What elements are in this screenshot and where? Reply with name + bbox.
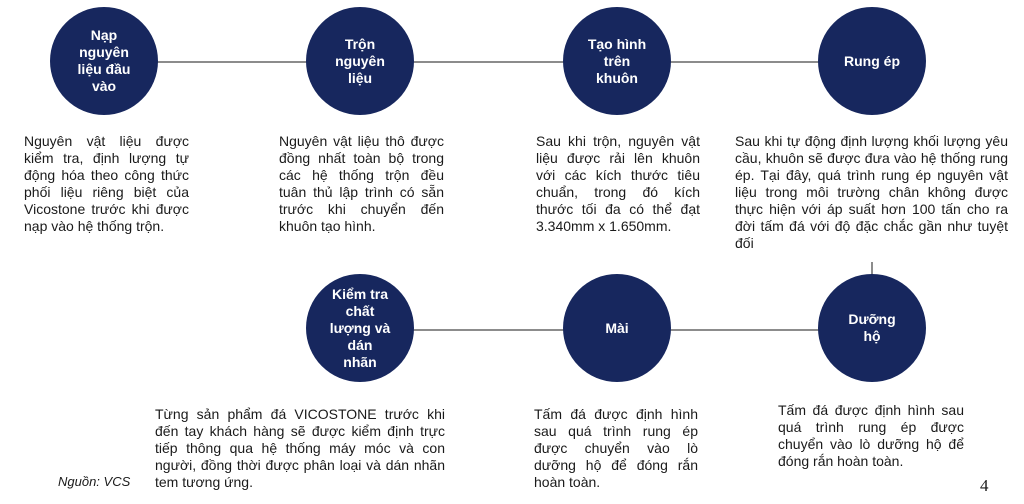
step-title-line: lượng và: [329, 319, 391, 336]
step-node-tao-hinh-tren-khuon: [563, 7, 671, 115]
step-title-line: dán: [347, 336, 373, 353]
step-title-line: liệu: [347, 69, 373, 86]
step-description-tron-nguyen-lieu: Nguyên vật liệu thô được đồng nhất toàn bộ trong các hệ thống trộn đều tuân thủ lập trình có sẵn trước khi chuyển đến khuôn tạo hình.: [279, 133, 444, 234]
step-title-line: Rung ép: [844, 52, 900, 69]
top-row-connector: [104, 61, 866, 63]
step-title-line: Nạp: [90, 27, 118, 43]
step-node-duong-ho: [818, 274, 926, 382]
step-description-mai: Tấm đá được định hình sau quá trình rung ép được chuyển vào lò dưỡng hộ để đóng rắn hoàn toàn.: [534, 406, 698, 490]
step-description-tao-hinh-tren-khuon: Sau khi trộn, nguyên vật liệu được rải lên khuôn với các kích thước tiêu chuẩn, trong đó kích thước tối đa có thể đạt 3.340mm x 1.650mm.: [536, 133, 700, 234]
step-title-line: Tạo hình: [587, 35, 647, 52]
step-title-line: Mài: [605, 319, 629, 336]
step-description-nap-nguyen-lieu: Nguyên vật liệu được kiểm tra, định lượng tự động hóa theo công thức phối liệu riêng biệt của Vicostone trước khi được nạp vào hệ thống trộn.: [24, 133, 189, 234]
step-title-line: hộ: [863, 328, 881, 344]
step-node-rung-ep: [818, 7, 926, 115]
step-title-line: trên: [603, 52, 631, 69]
step-node-kiem-tra-chat-luong: [306, 274, 414, 382]
step-title-line: nguyên: [79, 44, 129, 60]
step-description-rung-ep: Sau khi tự động định lượng khối lượng yêu cầu, khuôn sẽ được đưa vào hệ thống rung ép. Tại đây, quá trình rung ép nguyên vật liệu trong môi trường chân không được thực hiện với áp suất hơn 100 tấn cho ra đời tấm đá với độ đặc chắc gần như tuyệt đối: [735, 133, 1008, 251]
step-title-line: Kiểm tra: [331, 285, 388, 302]
step-node-nap-nguyen-lieu: [50, 7, 158, 115]
step-title-line: Dưỡng: [848, 311, 896, 327]
step-node-tron-nguyen-lieu: [306, 7, 414, 115]
step-description-duong-ho: Tấm đá được định hình sau quá trình rung ép được chuyển vào lò dưỡng hộ để đóng rắn hoàn toàn.: [778, 402, 964, 469]
step-title-line: Trộn: [344, 35, 376, 52]
step-description-kiem-tra-chat-luong: Từng sản phẩm đá VICOSTONE trước khi đến tay khách hàng sẽ được kiểm định trực tiếp thông qua hệ thống máy móc và con người, đồng thời được phân loại và dán nhãn tem tương ứng.: [155, 406, 445, 490]
step-title-line: nhãn: [343, 353, 377, 370]
step-title-line: liệu đầu: [77, 61, 131, 77]
step-title-line: khuôn: [595, 69, 638, 86]
step-title-line: vào: [91, 78, 117, 94]
source-note: Nguồn: VCS: [58, 474, 131, 489]
step-title-line: nguyên: [335, 52, 385, 69]
page-number: 4: [980, 476, 989, 495]
step-node-mai: [563, 274, 671, 382]
step-title-line: chất: [345, 302, 375, 319]
